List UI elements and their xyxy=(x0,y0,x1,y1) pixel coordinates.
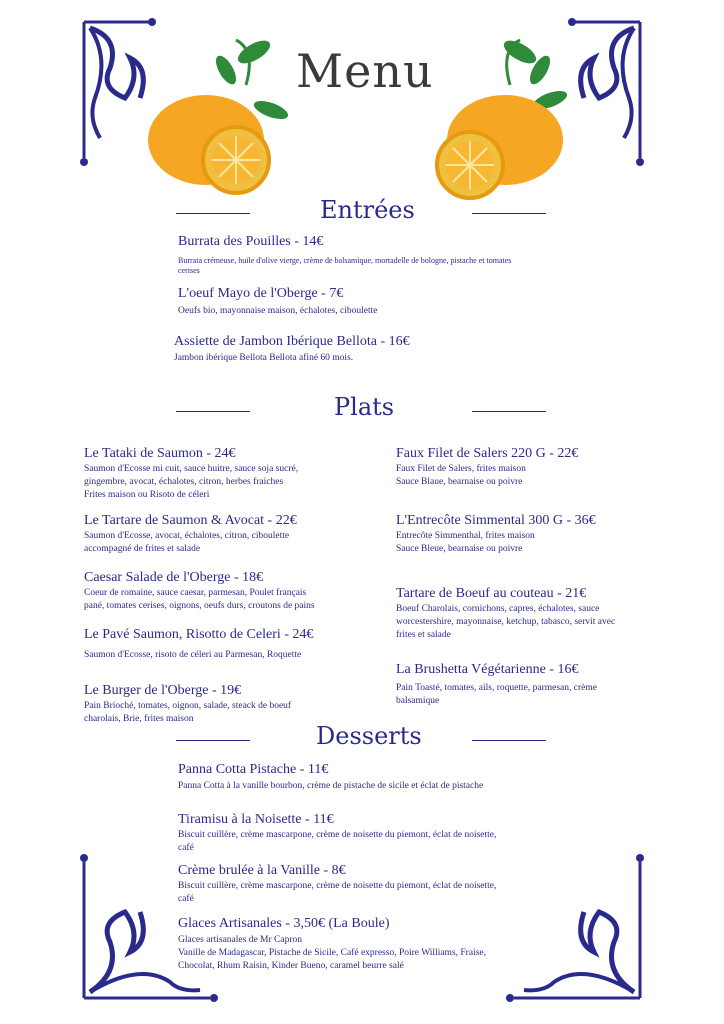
dish-description: Entrecôte Simmenthal, frites maison Sauce Bleue, bearnaise ou poivre xyxy=(396,531,535,554)
corner-ornament-top-right xyxy=(564,18,644,168)
menu-item xyxy=(178,762,483,793)
section-rule xyxy=(176,411,250,412)
dish-description: Faux Filet de Salers, frites maison Sauce Blaue, bearnaise ou poivre xyxy=(396,464,526,487)
menu-item xyxy=(396,446,578,489)
dish-name: Tiramisu à la Noisette - 11€ xyxy=(178,812,334,827)
dish-description: Boeuf Charolais, cornichons, capres, échalotes, sauce worcestershire, mayonnaise, ketchup, tabasco, servit avec frites et salade xyxy=(396,604,616,640)
dish-description: Biscuit cuillère, crème mascarpone, crème de noisette du piemont, éclat de noisette, café xyxy=(178,830,497,853)
menu-item xyxy=(84,683,291,726)
dish-name: La Brushetta Végétarienne - 16€ xyxy=(396,662,579,677)
dish-name: Caesar Salade de l'Oberge - 18€ xyxy=(84,570,264,585)
menu-item xyxy=(178,916,486,973)
menu-item xyxy=(178,286,377,318)
dish-description: Coeur de romaine, sauce caesar, parmesan, Poulet français pané, tomates cerises, oignons, oeufs durs, croutons de pains xyxy=(84,588,315,611)
section-rule xyxy=(472,213,546,214)
menu-item xyxy=(84,570,315,613)
dish-name: Le Tataki de Saumon - 24€ xyxy=(84,446,236,461)
dish-name: Le Pavé Saumon, Risotto de Celeri - 24€ xyxy=(84,627,314,642)
dish-description: Jambon ibérique Bellota Bellota afiné 60 mois. xyxy=(174,353,354,363)
dish-name: Assiette de Jambon Ibérique Bellota - 16€ xyxy=(174,334,410,349)
section-rule xyxy=(176,740,250,741)
dish-name: Burrata des Pouilles - 14€ xyxy=(178,234,324,249)
dish-description: Pain Brioché, tomates, oignon, salade, steack de boeuf charolais, Brie, frites maison xyxy=(84,701,292,724)
menu-title: Menu xyxy=(296,44,434,98)
dish-name: Faux Filet de Salers 220 G - 22€ xyxy=(396,446,579,461)
dish-description: Saumon d'Ecosse, risoto de céleri au Parmesan, Roquette xyxy=(84,650,302,660)
dish-name: L'oeuf Mayo de l'Oberge - 7€ xyxy=(178,286,344,301)
dish-description: Panna Cotta à la vanille bourbon, crème de pistache de sicile et éclat de pistache xyxy=(178,781,484,791)
dish-description: Saumon d'Ecosse mi cuit, sauce huitre, sauce soja sucré, gingembre, avocat, échalotes, citron, herbes fraiches Frites maison ou Risoto de céleri xyxy=(84,464,299,500)
section-title-entrees: Entrées xyxy=(320,196,415,224)
section-rule xyxy=(176,213,250,214)
menu-item xyxy=(396,662,597,708)
menu-item xyxy=(396,586,615,642)
dish-name: Crème brulée à la Vanille - 8€ xyxy=(178,863,346,878)
dish-name: Tartare de Boeuf au couteau - 21€ xyxy=(396,586,587,601)
menu-item xyxy=(178,234,511,276)
lemon-illustration-left xyxy=(146,30,296,200)
menu-item xyxy=(84,513,297,556)
dish-name: Le Tartare de Saumon & Avocat - 22€ xyxy=(84,513,297,528)
lemon-illustration-right xyxy=(420,30,570,200)
dish-description: Glaces artisanales de Mr Capron Vanille de Madagascar, Pistache de Sicile, Café expresso, Poire Williams, Fraise, Chocolat, Rhum Raisin, Kinder Bueno, caramel beurre salé xyxy=(178,935,486,971)
dish-name: Glaces Artisanales - 3,50€ (La Boule) xyxy=(178,916,390,931)
menu-item xyxy=(84,627,313,662)
menu-item xyxy=(178,812,496,855)
menu-item xyxy=(178,863,496,906)
dish-name: L'Entrecôte Simmental 300 G - 36€ xyxy=(396,513,596,528)
menu-item xyxy=(174,334,410,365)
corner-ornament-bottom-right xyxy=(504,852,644,1002)
dish-description: Saumon d'Ecosse, avocat, échalotes, citron, ciboulette accompagné de frites et salade xyxy=(84,531,290,554)
section-title-desserts: Desserts xyxy=(316,722,422,750)
dish-name: Panna Cotta Pistache - 11€ xyxy=(178,762,329,777)
section-title-plats: Plats xyxy=(334,393,395,421)
dish-description: Biscuit cuillère, crème mascarpone, crème de noisette du piemont, éclat de noisette, café xyxy=(178,881,497,904)
menu-item xyxy=(396,513,596,556)
menu-item xyxy=(84,446,298,502)
dish-name: Le Burger de l'Oberge - 19€ xyxy=(84,683,242,698)
dish-description: Pain Toasté, tomates, ails, roquette, parmesan, crème balsamique xyxy=(396,683,597,706)
dish-description: Burrata crémeuse, huile d'olive vierge, crème de balsamique, mortadelle de bologne, pistache et tomates cerises xyxy=(178,256,512,275)
section-rule xyxy=(472,740,546,741)
section-rule xyxy=(472,411,546,412)
dish-description: Oeufs bio, mayonnaise maison, échalotes, ciboulette xyxy=(178,306,378,316)
